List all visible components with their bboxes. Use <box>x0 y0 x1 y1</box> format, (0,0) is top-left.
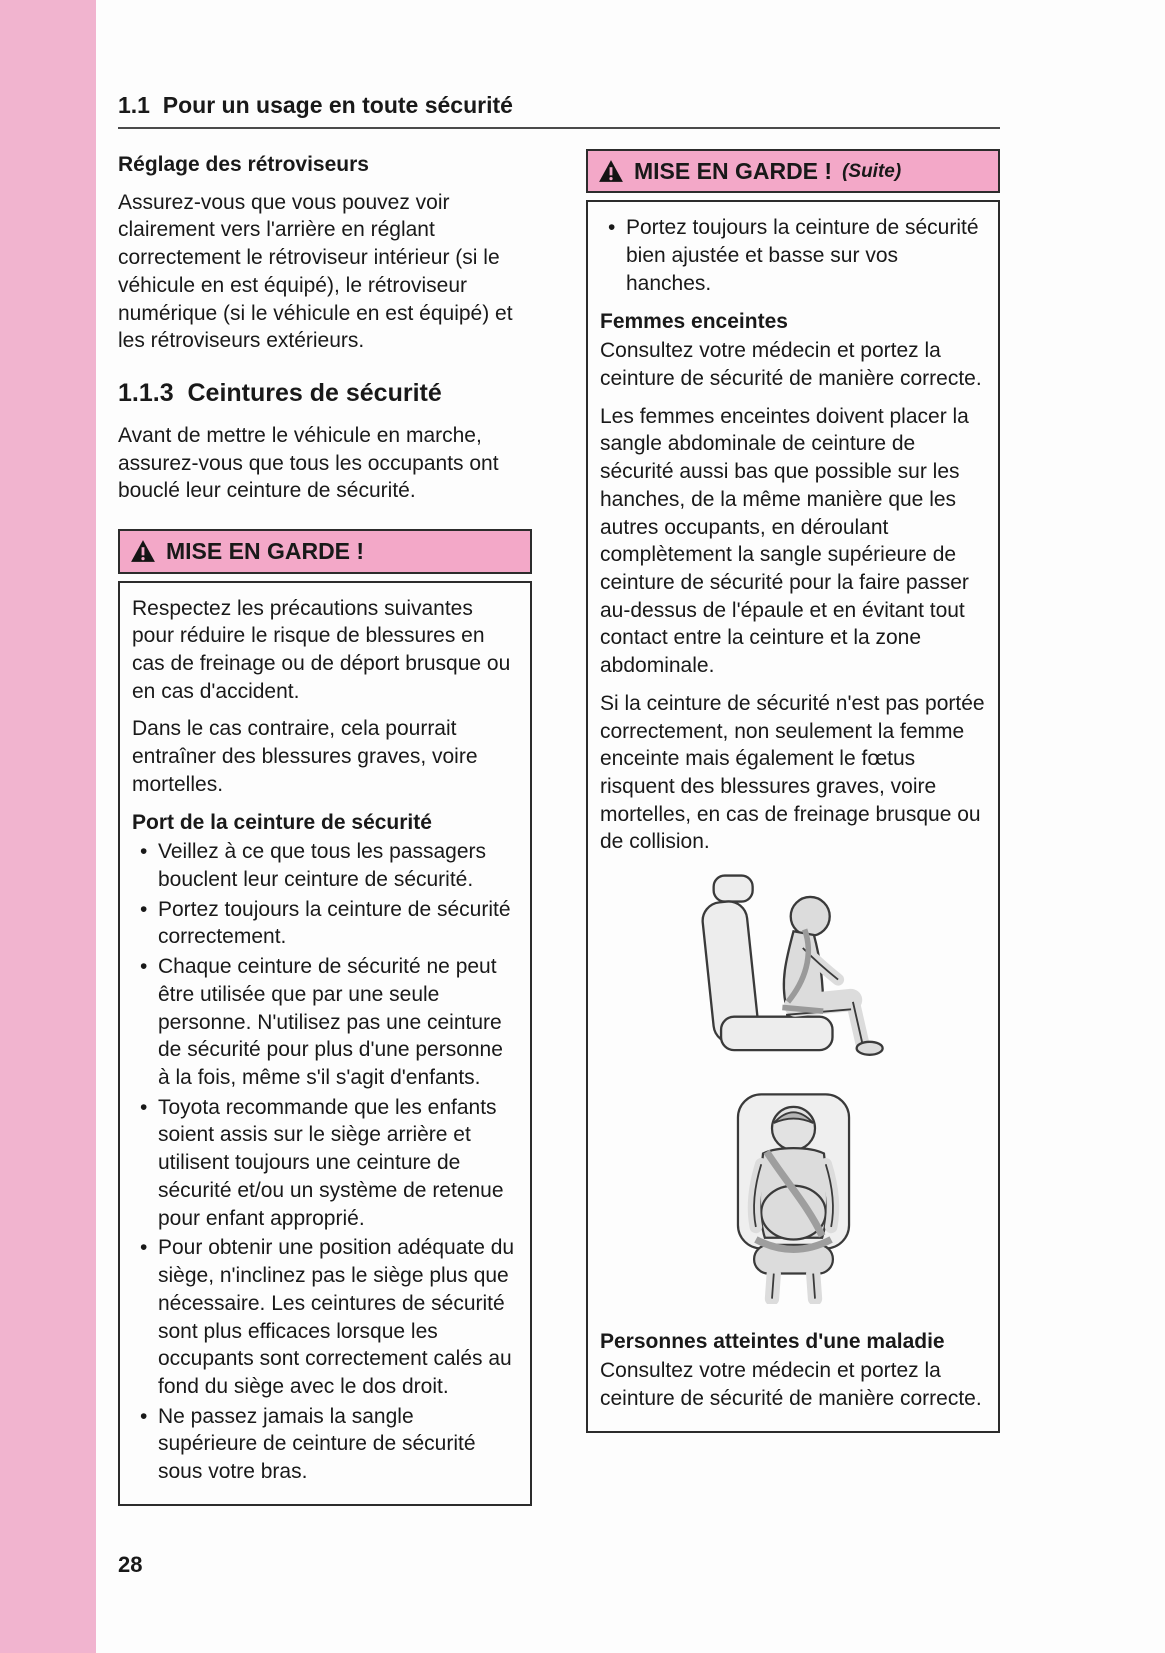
mirrors-body: Assurez-vous que vous pouvez voir clairement vers l'arrière en réglant correctement le rétroviseur intérieur (si le véhicule en est équipé), le rétroviseur numérique (si le véhicule en est équipé) et les rétroviseurs extérieurs. <box>118 190 513 353</box>
warning-suite-label: (Suite) <box>842 160 902 182</box>
bullet-item: • Ne passez jamais la sangle supérieure de ceinture de sécurité sous votre bras. <box>132 1403 518 1486</box>
bullet-item: • Toyota recommande que les enfants soient assis sur le siège arrière et utilisent toujours une ceinture de sécurité et/ou un système de retenue pour enfant approprié. <box>132 1094 518 1233</box>
warning-body <box>586 200 1000 1432</box>
pregnant-subheading: Femmes enceintes <box>600 309 788 333</box>
page-content <box>118 0 1000 1506</box>
warning-title: MISE EN GARDE ! <box>634 158 833 184</box>
caution-triangle-icon <box>130 539 156 563</box>
warning-bullet-list <box>132 838 518 1486</box>
warning-bullet-list <box>600 214 986 297</box>
warning-paragraph: Les femmes enceintes doivent placer la sangle abdominale de ceinture de sécurité aussi bas que possible sur les hanches, de la même manière que les autres occupants, en déroulant complètement la sangle supérieure de ceinture de sécurité pour la faire passer au-dessus de l'épaule et en évitant tout contact entre la ceinture et la zone abdominale. <box>600 404 969 678</box>
warning-paragraph: Consultez votre médecin et portez la ceinture de sécurité de manière correcte. <box>600 339 982 390</box>
belts-body: Avant de mettre le véhicule en marche, assurez-vous que tous les occupants ont bouclé leur ceinture de sécurité. <box>118 424 499 503</box>
seatbelt-side-view-illustration <box>600 870 986 1073</box>
caution-triangle-icon <box>598 159 624 183</box>
warning-paragraph: Dans le cas contraire, cela pourrait entraîner des blessures graves, voire mortelles. <box>132 717 478 796</box>
illness-subheading: Personnes atteintes d'une maladie <box>600 1329 945 1353</box>
pregnant-seatbelt-illustration <box>600 1089 986 1312</box>
two-column-layout <box>118 147 1000 1506</box>
pink-sidebar-strip <box>0 0 96 1653</box>
left-column <box>118 147 532 1506</box>
warning-header-suite <box>586 149 1000 193</box>
mirrors-heading: Réglage des rétroviseurs <box>118 153 369 176</box>
right-column <box>586 147 1000 1433</box>
warning-paragraph: Consultez votre médecin et portez la ceinture de sécurité de manière correcte. <box>600 1359 982 1411</box>
bullet-item: • Portez toujours la ceinture de sécurité correctement. <box>132 896 518 951</box>
bullet-item: • Veillez à ce que tous les passagers bouclent leur ceinture de sécurité. <box>132 838 518 893</box>
warning-paragraph: Respectez les précautions suivantes pour réduire le risque de blessures en cas de freinage ou de déport brusque ou en cas d'accident. <box>132 596 511 703</box>
warning-box-left <box>118 529 532 1506</box>
bullet-item: • Chaque ceinture de sécurité ne peut être utilisée que par une seule personne. N'utilisez pas une ceinture de sécurité pour plus d'une personne à la fois, même s'il s'agit d'enfants. <box>132 953 518 1092</box>
belts-section-heading: 1.1.3 Ceintures de sécurité <box>118 379 442 408</box>
bullet-item: • Portez toujours la ceinture de sécurité bien ajustée et basse sur vos hanches. <box>600 214 986 297</box>
bullet-item: • Pour obtenir une position adéquate du siège, n'inclinez pas le siège plus que nécessaire. Les ceintures de sécurité sont plus efficaces lorsque les occupants sont correctement calés au fond du siège avec le dos droit. <box>132 1234 518 1400</box>
page-title: 1.1 Pour un usage en toute sécurité <box>118 92 513 118</box>
warning-title: MISE EN GARDE ! <box>166 538 365 565</box>
page-number: 28 <box>118 1552 143 1577</box>
warning-subheading: Port de la ceinture de sécurité <box>132 810 432 834</box>
header-rule <box>118 127 1000 129</box>
warning-paragraph: Si la ceinture de sécurité n'est pas portée correctement, non seulement la femme enceinte mais également le fœtus risquent des blessures graves, voire mortelles, en cas de freinage brusque ou de collision. <box>600 691 985 854</box>
warning-box-right <box>586 149 1000 1433</box>
warning-body <box>118 581 532 1506</box>
warning-header <box>118 529 532 573</box>
